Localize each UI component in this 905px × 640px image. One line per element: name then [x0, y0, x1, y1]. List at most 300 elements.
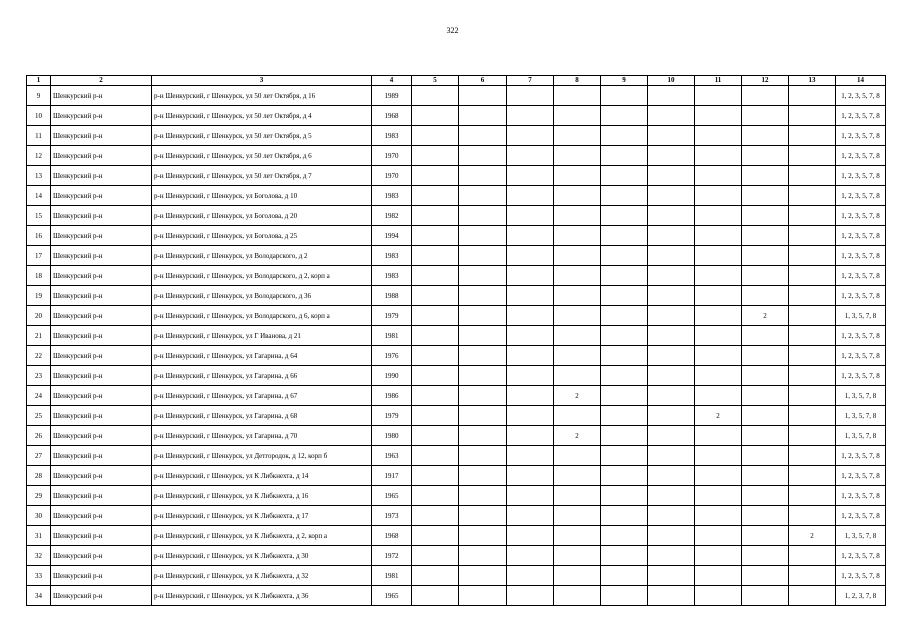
row-number: 24: [27, 386, 51, 406]
col-8-cell: [554, 546, 601, 566]
year-cell: 1979: [372, 306, 412, 326]
col-12-cell: [742, 206, 789, 226]
table-row: [27, 306, 886, 326]
address-cell: р-н Шенкурский, г Шенкурск, ул Володарского, д 36: [152, 286, 372, 306]
codes-cell: 1, 2, 3, 5, 7, 8: [836, 186, 886, 206]
year-cell: 1970: [372, 146, 412, 166]
col-12-cell: [742, 546, 789, 566]
row-number: 11: [27, 126, 51, 146]
col-8-cell: 2: [554, 426, 601, 446]
year-cell: 1976: [372, 346, 412, 366]
col-12-cell: [742, 426, 789, 446]
table-row: [27, 286, 886, 306]
col-12-cell: [742, 146, 789, 166]
row-number: 22: [27, 346, 51, 366]
col-9-cell: [601, 346, 648, 366]
col-13-cell: [789, 486, 836, 506]
col-10-cell: [648, 226, 695, 246]
col-7-cell: [507, 106, 554, 126]
table-row: [27, 226, 886, 246]
row-number: 34: [27, 586, 51, 606]
row-number: 15: [27, 206, 51, 226]
col-9-cell: [601, 426, 648, 446]
row-number: 25: [27, 406, 51, 426]
address-cell: р-н Шенкурский, г Шенкурск, ул Володарского, д 6, корп а: [152, 306, 372, 326]
address-cell: р-н Шенкурский, г Шенкурск, ул Боголова, д 25: [152, 226, 372, 246]
year-cell: 1963: [372, 446, 412, 466]
table-row: [27, 566, 886, 586]
col-10-cell: [648, 446, 695, 466]
district-cell: Шенкурский р-н: [51, 406, 152, 426]
table-row: [27, 366, 886, 386]
col-9-cell: [601, 306, 648, 326]
column-header: 10: [648, 76, 695, 86]
district-cell: Шенкурский р-н: [51, 426, 152, 446]
district-cell: Шенкурский р-н: [51, 306, 152, 326]
col-8-cell: [554, 306, 601, 326]
codes-cell: 1, 2, 3, 5, 7, 8: [836, 266, 886, 286]
table-header: [27, 76, 886, 86]
year-cell: 1917: [372, 466, 412, 486]
col-7-cell: [507, 206, 554, 226]
col-6-cell: [459, 86, 507, 106]
address-cell: р-н Шенкурский, г Шенкурск, ул 50 лет Октября, д 4: [152, 106, 372, 126]
table-row: [27, 526, 886, 546]
col-7-cell: [507, 306, 554, 326]
col-13-cell: [789, 446, 836, 466]
year-cell: 1983: [372, 266, 412, 286]
col-13-cell: 2: [789, 526, 836, 546]
address-cell: р-н Шенкурский, г Шенкурск, ул 50 лет Октября, д 7: [152, 166, 372, 186]
table-body: [27, 86, 886, 606]
col-9-cell: [601, 86, 648, 106]
address-cell: р-н Шенкурский, г Шенкурск, ул 50 лет Октября, д 5: [152, 126, 372, 146]
col-12-cell: [742, 246, 789, 266]
col-8-cell: [554, 526, 601, 546]
table-row: [27, 326, 886, 346]
column-header: 4: [372, 76, 412, 86]
col-6-cell: [459, 166, 507, 186]
col-7-cell: [507, 546, 554, 566]
col-6-cell: [459, 406, 507, 426]
col-13-cell: [789, 546, 836, 566]
col-13-cell: [789, 266, 836, 286]
col-13-cell: [789, 206, 836, 226]
col-10-cell: [648, 266, 695, 286]
col-6-cell: [459, 546, 507, 566]
col-9-cell: [601, 226, 648, 246]
col-11-cell: [695, 526, 742, 546]
col-5-cell: [412, 146, 459, 166]
district-cell: Шенкурский р-н: [51, 226, 152, 246]
col-5-cell: [412, 246, 459, 266]
col-7-cell: [507, 566, 554, 586]
col-5-cell: [412, 546, 459, 566]
col-10-cell: [648, 126, 695, 146]
col-7-cell: [507, 86, 554, 106]
col-8-cell: [554, 166, 601, 186]
col-13-cell: [789, 306, 836, 326]
year-cell: 1983: [372, 186, 412, 206]
col-12-cell: [742, 566, 789, 586]
col-11-cell: [695, 86, 742, 106]
col-11-cell: [695, 486, 742, 506]
col-6-cell: [459, 426, 507, 446]
table-row: [27, 486, 886, 506]
address-cell: р-н Шенкурский, г Шенкурск, ул К Либкнехта, д 2, корп а: [152, 526, 372, 546]
codes-cell: 1, 2, 3, 5, 7, 8: [836, 566, 886, 586]
col-7-cell: [507, 426, 554, 446]
col-13-cell: [789, 506, 836, 526]
col-5-cell: [412, 106, 459, 126]
col-7-cell: [507, 466, 554, 486]
col-9-cell: [601, 186, 648, 206]
col-6-cell: [459, 326, 507, 346]
district-cell: Шенкурский р-н: [51, 366, 152, 386]
col-10-cell: [648, 146, 695, 166]
col-11-cell: [695, 246, 742, 266]
table-row: [27, 86, 886, 106]
district-cell: Шенкурский р-н: [51, 146, 152, 166]
codes-cell: 1, 2, 3, 5, 7, 8: [836, 446, 886, 466]
col-8-cell: [554, 566, 601, 586]
col-10-cell: [648, 406, 695, 426]
col-13-cell: [789, 366, 836, 386]
col-6-cell: [459, 526, 507, 546]
col-9-cell: [601, 586, 648, 606]
year-cell: 1981: [372, 566, 412, 586]
col-5-cell: [412, 426, 459, 446]
col-5-cell: [412, 306, 459, 326]
col-13-cell: [789, 106, 836, 126]
district-cell: Шенкурский р-н: [51, 586, 152, 606]
row-number: 26: [27, 426, 51, 446]
col-6-cell: [459, 506, 507, 526]
col-8-cell: [554, 506, 601, 526]
col-10-cell: [648, 386, 695, 406]
col-13-cell: [789, 326, 836, 346]
col-5-cell: [412, 526, 459, 546]
col-9-cell: [601, 286, 648, 306]
row-number: 19: [27, 286, 51, 306]
col-6-cell: [459, 206, 507, 226]
col-11-cell: [695, 166, 742, 186]
col-5-cell: [412, 406, 459, 426]
col-5-cell: [412, 266, 459, 286]
col-6-cell: [459, 366, 507, 386]
address-cell: р-н Шенкурский, г Шенкурск, ул Гагарина, д 64: [152, 346, 372, 366]
year-cell: 1989: [372, 86, 412, 106]
col-12-cell: [742, 366, 789, 386]
col-6-cell: [459, 566, 507, 586]
col-9-cell: [601, 366, 648, 386]
col-8-cell: [554, 286, 601, 306]
col-7-cell: [507, 506, 554, 526]
row-number: 33: [27, 566, 51, 586]
col-11-cell: [695, 346, 742, 366]
codes-cell: 1, 2, 3, 7, 8: [836, 586, 886, 606]
district-cell: Шенкурский р-н: [51, 446, 152, 466]
address-cell: р-н Шенкурский, г Шенкурск, ул Володарского, д 2, корп а: [152, 266, 372, 286]
codes-cell: 1, 2, 3, 5, 7, 8: [836, 166, 886, 186]
col-6-cell: [459, 226, 507, 246]
col-12-cell: [742, 526, 789, 546]
col-12-cell: [742, 166, 789, 186]
year-cell: 1986: [372, 386, 412, 406]
col-13-cell: [789, 226, 836, 246]
address-cell: р-н Шенкурский, г Шенкурск, ул Гагарина, д 68: [152, 406, 372, 426]
col-8-cell: 2: [554, 386, 601, 406]
col-9-cell: [601, 266, 648, 286]
col-5-cell: [412, 566, 459, 586]
table-row: [27, 466, 886, 486]
col-10-cell: [648, 506, 695, 526]
col-5-cell: [412, 326, 459, 346]
page-number: 322: [446, 26, 459, 35]
col-7-cell: [507, 286, 554, 306]
col-10-cell: [648, 466, 695, 486]
col-11-cell: [695, 146, 742, 166]
district-cell: Шенкурский р-н: [51, 206, 152, 226]
row-number: 12: [27, 146, 51, 166]
col-6-cell: [459, 146, 507, 166]
address-cell: р-н Шенкурский, г Шенкурск, ул Гагарина, д 67: [152, 386, 372, 406]
column-header: 7: [507, 76, 554, 86]
district-cell: Шенкурский р-н: [51, 546, 152, 566]
col-6-cell: [459, 446, 507, 466]
col-7-cell: [507, 446, 554, 466]
row-number: 28: [27, 466, 51, 486]
codes-cell: 1, 2, 3, 5, 7, 8: [836, 346, 886, 366]
col-10-cell: [648, 326, 695, 346]
col-6-cell: [459, 306, 507, 326]
year-cell: 1973: [372, 506, 412, 526]
column-header: 5: [412, 76, 459, 86]
district-cell: Шенкурский р-н: [51, 246, 152, 266]
col-7-cell: [507, 366, 554, 386]
col-6-cell: [459, 486, 507, 506]
col-12-cell: [742, 506, 789, 526]
col-10-cell: [648, 526, 695, 546]
year-cell: 1979: [372, 406, 412, 426]
col-12-cell: [742, 446, 789, 466]
col-11-cell: [695, 506, 742, 526]
address-cell: р-н Шенкурский, г Шенкурск, ул К Либкнехта, д 16: [152, 486, 372, 506]
col-8-cell: [554, 586, 601, 606]
table-row: [27, 446, 886, 466]
year-cell: 1990: [372, 366, 412, 386]
column-header: 6: [459, 76, 507, 86]
col-11-cell: [695, 226, 742, 246]
district-cell: Шенкурский р-н: [51, 506, 152, 526]
year-cell: 1982: [372, 206, 412, 226]
col-5-cell: [412, 206, 459, 226]
col-10-cell: [648, 246, 695, 266]
table-row: [27, 146, 886, 166]
col-10-cell: [648, 486, 695, 506]
col-8-cell: [554, 226, 601, 246]
col-9-cell: [601, 206, 648, 226]
col-10-cell: [648, 566, 695, 586]
col-12-cell: [742, 486, 789, 506]
col-9-cell: [601, 106, 648, 126]
col-9-cell: [601, 506, 648, 526]
col-12-cell: [742, 346, 789, 366]
col-12-cell: [742, 226, 789, 246]
table-row: [27, 186, 886, 206]
row-number: 21: [27, 326, 51, 346]
col-5-cell: [412, 506, 459, 526]
address-cell: р-н Шенкурский, г Шенкурск, ул Гагарина, д 66: [152, 366, 372, 386]
address-cell: р-н Шенкурский, г Шенкурск, ул К Либкнехта, д 30: [152, 546, 372, 566]
column-header: 12: [742, 76, 789, 86]
codes-cell: 1, 3, 5, 7, 8: [836, 406, 886, 426]
col-6-cell: [459, 126, 507, 146]
col-13-cell: [789, 166, 836, 186]
col-5-cell: [412, 86, 459, 106]
codes-cell: 1, 3, 5, 7, 8: [836, 386, 886, 406]
col-7-cell: [507, 486, 554, 506]
col-12-cell: 2: [742, 306, 789, 326]
col-6-cell: [459, 586, 507, 606]
column-header: 2: [51, 76, 152, 86]
address-cell: р-н Шенкурский, г Шенкурск, ул Володарского, д 2: [152, 246, 372, 266]
codes-cell: 1, 2, 3, 5, 7, 8: [836, 126, 886, 146]
col-11-cell: [695, 126, 742, 146]
col-6-cell: [459, 466, 507, 486]
year-cell: 1981: [372, 326, 412, 346]
col-7-cell: [507, 126, 554, 146]
district-cell: Шенкурский р-н: [51, 186, 152, 206]
col-9-cell: [601, 526, 648, 546]
col-7-cell: [507, 146, 554, 166]
year-cell: 1980: [372, 426, 412, 446]
table-row: [27, 426, 886, 446]
col-9-cell: [601, 146, 648, 166]
col-11-cell: [695, 266, 742, 286]
col-13-cell: [789, 146, 836, 166]
col-9-cell: [601, 126, 648, 146]
codes-cell: 1, 2, 3, 5, 7, 8: [836, 366, 886, 386]
col-7-cell: [507, 166, 554, 186]
column-header: 8: [554, 76, 601, 86]
col-12-cell: [742, 106, 789, 126]
row-number: 16: [27, 226, 51, 246]
table-row: [27, 586, 886, 606]
col-8-cell: [554, 146, 601, 166]
col-11-cell: [695, 546, 742, 566]
table-row: [27, 406, 886, 426]
col-5-cell: [412, 286, 459, 306]
col-12-cell: [742, 286, 789, 306]
col-13-cell: [789, 566, 836, 586]
table-row: [27, 346, 886, 366]
col-8-cell: [554, 266, 601, 286]
col-10-cell: [648, 106, 695, 126]
col-6-cell: [459, 186, 507, 206]
col-7-cell: [507, 386, 554, 406]
col-12-cell: [742, 466, 789, 486]
col-13-cell: [789, 406, 836, 426]
col-8-cell: [554, 126, 601, 146]
col-11-cell: [695, 386, 742, 406]
address-cell: р-н Шенкурский, г Шенкурск, ул Г Иванова, д 21: [152, 326, 372, 346]
col-13-cell: [789, 286, 836, 306]
col-5-cell: [412, 186, 459, 206]
col-10-cell: [648, 426, 695, 446]
col-11-cell: [695, 586, 742, 606]
codes-cell: 1, 2, 3, 5, 7, 8: [836, 86, 886, 106]
address-cell: р-н Шенкурский, г Шенкурск, ул К Либкнехта, д 14: [152, 466, 372, 486]
col-11-cell: [695, 186, 742, 206]
address-cell: р-н Шенкурский, г Шенкурск, ул 50 лет Октября, д 16: [152, 86, 372, 106]
col-5-cell: [412, 346, 459, 366]
address-cell: р-н Шенкурский, г Шенкурск, ул Боголова, д 20: [152, 206, 372, 226]
codes-cell: 1, 2, 3, 5, 7, 8: [836, 246, 886, 266]
col-5-cell: [412, 226, 459, 246]
col-5-cell: [412, 486, 459, 506]
address-cell: р-н Шенкурский, г Шенкурск, ул 50 лет Октября, д 6: [152, 146, 372, 166]
codes-cell: 1, 2, 3, 5, 7, 8: [836, 286, 886, 306]
row-number: 17: [27, 246, 51, 266]
codes-cell: 1, 2, 3, 5, 7, 8: [836, 146, 886, 166]
col-8-cell: [554, 206, 601, 226]
column-header: 14: [836, 76, 886, 86]
col-12-cell: [742, 186, 789, 206]
row-number: 27: [27, 446, 51, 466]
table-row: [27, 546, 886, 566]
col-9-cell: [601, 546, 648, 566]
col-5-cell: [412, 466, 459, 486]
col-12-cell: [742, 86, 789, 106]
codes-cell: 1, 2, 3, 5, 7, 8: [836, 486, 886, 506]
col-5-cell: [412, 446, 459, 466]
col-11-cell: [695, 366, 742, 386]
column-header: 3: [152, 76, 372, 86]
year-cell: 1994: [372, 226, 412, 246]
year-cell: 1983: [372, 126, 412, 146]
year-cell: 1983: [372, 246, 412, 266]
address-cell: р-н Шенкурский, г Шенкурск, ул Боголова, д 10: [152, 186, 372, 206]
col-8-cell: [554, 326, 601, 346]
row-number: 18: [27, 266, 51, 286]
col-11-cell: [695, 206, 742, 226]
col-7-cell: [507, 526, 554, 546]
district-cell: Шенкурский р-н: [51, 326, 152, 346]
col-12-cell: [742, 266, 789, 286]
housing-registry-table: [26, 75, 886, 606]
col-13-cell: [789, 126, 836, 146]
table-row: [27, 166, 886, 186]
col-11-cell: [695, 466, 742, 486]
row-number: 20: [27, 306, 51, 326]
codes-cell: 1, 2, 3, 5, 7, 8: [836, 206, 886, 226]
col-9-cell: [601, 466, 648, 486]
col-9-cell: [601, 406, 648, 426]
col-13-cell: [789, 86, 836, 106]
table-row: [27, 206, 886, 226]
codes-cell: 1, 3, 5, 7, 8: [836, 426, 886, 446]
row-number: 9: [27, 86, 51, 106]
col-8-cell: [554, 106, 601, 126]
header-row: [27, 76, 886, 86]
codes-cell: 1, 2, 3, 5, 7, 8: [836, 506, 886, 526]
table-row: [27, 106, 886, 126]
col-13-cell: [789, 426, 836, 446]
address-cell: р-н Шенкурский, г Шенкурск, ул К Либкнехта, д 17: [152, 506, 372, 526]
col-9-cell: [601, 566, 648, 586]
address-cell: р-н Шенкурский, г Шенкурск, ул К Либкнехта, д 36: [152, 586, 372, 606]
